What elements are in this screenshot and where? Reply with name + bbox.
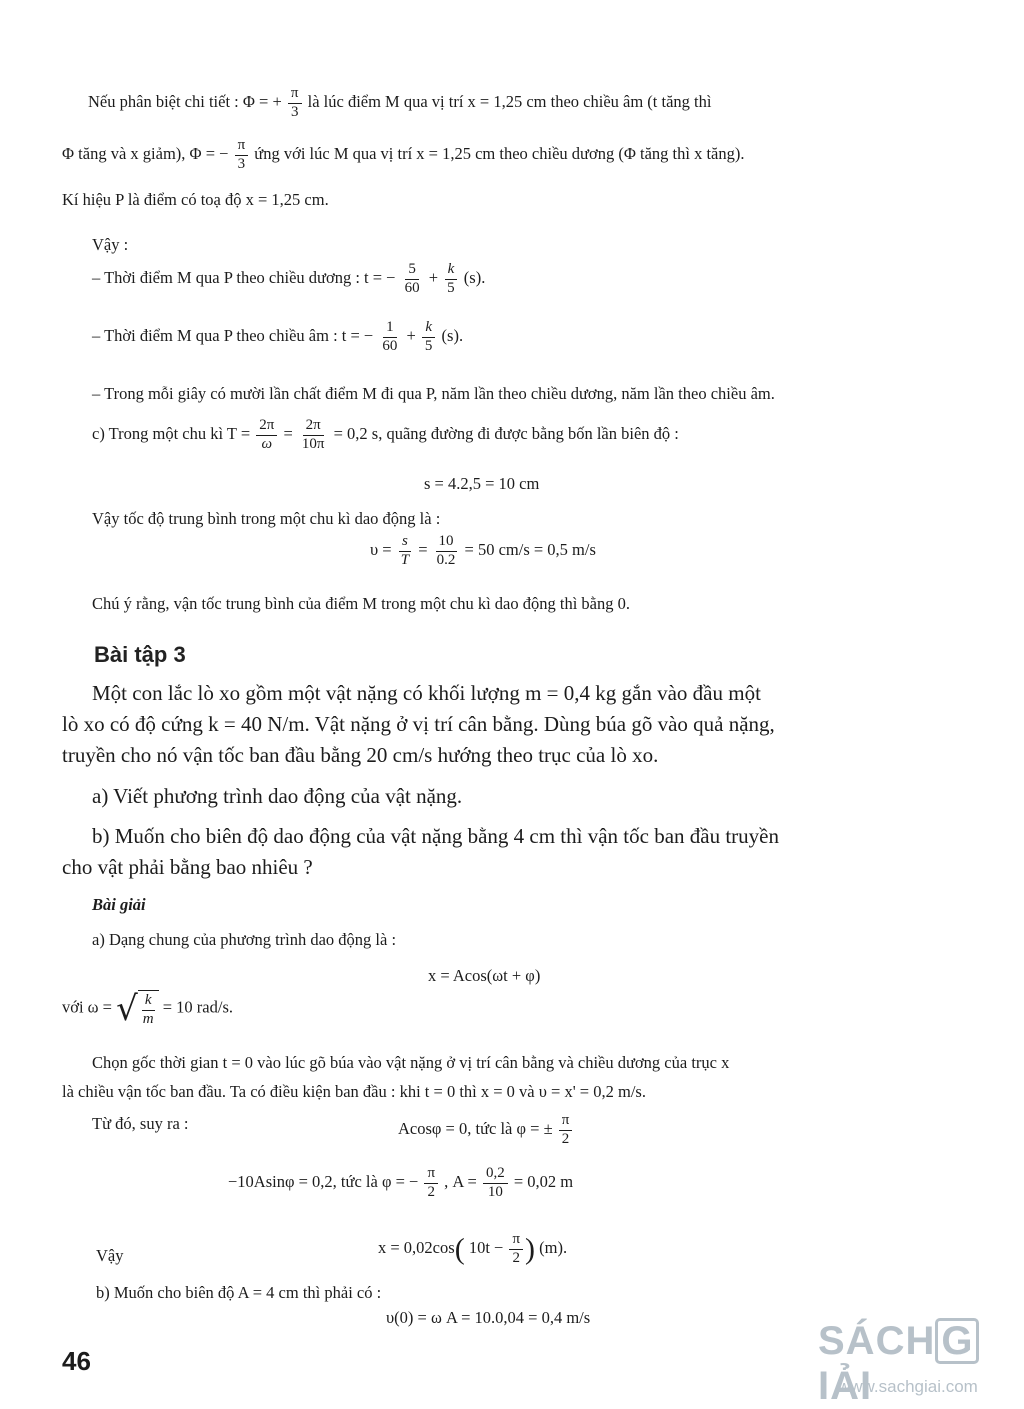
text-line: là chiều vận tốc ban đầu. Ta có điều kiện ban đầu : khi t = 0 thì x = 0 và υ = x' = 0,2 m/s. — [62, 1082, 646, 1101]
text-line: Kí hiệu P là điểm có toạ độ x = 1,25 cm. — [62, 190, 329, 209]
text: (s). — [441, 326, 464, 346]
solution-heading: Bài giải — [92, 895, 146, 914]
fraction — [434, 534, 459, 569]
numerator: π — [424, 1166, 438, 1184]
denominator: 0.2 — [436, 551, 456, 568]
numerator: s — [399, 534, 411, 552]
text-line — [62, 990, 233, 1028]
denominator: 60 — [404, 279, 420, 296]
exercise-heading: Bài tập 3 — [94, 642, 186, 667]
text: −10Asinφ = 0,2, tức là φ = − — [228, 1172, 419, 1192]
equation — [370, 534, 596, 569]
text: ứng với lúc M qua vị trí x = 1,25 cm theo chiều dương (Φ tăng thì x tăng). — [254, 144, 745, 164]
equation: x = Acos(ωt + φ) — [428, 966, 541, 985]
denominator: 2 — [427, 1183, 435, 1200]
text-line — [88, 86, 711, 121]
fraction — [424, 1166, 438, 1201]
numerator: 1 — [383, 320, 397, 338]
text: – Thời điểm M qua P theo chiều âm : t = − — [92, 326, 374, 346]
text-line: b) Muốn cho biên độ dao động của vật nặng bằng 4 cm thì vận tốc ban đầu truyền — [92, 824, 779, 848]
denominator: ω — [261, 435, 273, 452]
numerator: 10 — [436, 534, 457, 552]
text-line: cho vật phải bằng bao nhiêu ? — [62, 855, 313, 879]
text-line — [92, 418, 679, 453]
numerator: k — [142, 993, 155, 1011]
equation — [378, 1232, 567, 1267]
logo-text: IẢI — [818, 1364, 873, 1408]
numerator: π — [509, 1232, 523, 1250]
denominator: T — [400, 551, 410, 568]
text: với ω = — [62, 997, 112, 1017]
text-line: – Trong mỗi giây có mười lần chất điểm M đi qua P, năm lần theo chiều dương, năm lần theo chiều âm. — [92, 384, 775, 403]
equation: υ(0) = ω A = 10.0,04 = 0,4 m/s — [386, 1308, 591, 1327]
text: là lúc điểm M qua vị trí x = 1,25 cm theo chiều âm (t tăng thì — [307, 92, 712, 112]
text-line: Từ đó, suy ra : — [92, 1114, 189, 1133]
text: + — [428, 268, 439, 288]
fraction — [256, 418, 277, 453]
denominator: 2 — [561, 1130, 570, 1147]
radicand — [138, 990, 159, 1028]
text: c) Trong một chu kì T = — [92, 424, 251, 444]
text: Φ tăng và x giảm), Φ = − — [62, 144, 229, 164]
fraction — [299, 418, 328, 453]
text: = 50 cm/s = 0,5 m/s — [464, 540, 596, 560]
equation: s = 4.2,5 = 10 cm — [424, 474, 540, 493]
numerator: π — [559, 1113, 573, 1131]
logo-text: SÁCH — [818, 1319, 936, 1363]
text-line: a) Dạng chung của phương trình dao động là : — [92, 930, 397, 949]
denominator: 10 — [487, 1183, 503, 1200]
numerator: 5 — [405, 262, 419, 280]
denominator: 3 — [237, 155, 246, 172]
equation — [398, 1113, 574, 1148]
watermark-url: www.sachgiai.com — [838, 1377, 978, 1396]
text-line — [92, 320, 463, 355]
fraction — [444, 262, 458, 297]
text-line: Chú ý rằng, vận tốc trung bình của điểm M trong một chu kì dao động thì bằng 0. — [92, 594, 630, 613]
text: – Thời điểm M qua P theo chiều dương : t = − — [92, 268, 396, 288]
text: , A = — [444, 1172, 477, 1192]
numerator: π — [235, 138, 249, 156]
numerator: 0,2 — [483, 1166, 508, 1184]
text: Acosφ = 0, tức là φ = ± — [398, 1119, 553, 1139]
text: = 0,2 s, quãng đường đi được bằng bốn lần biên độ : — [333, 424, 679, 444]
numerator: 2π — [256, 418, 277, 436]
text: x = 0,02cos — [378, 1238, 455, 1258]
numerator: k — [422, 320, 435, 338]
fraction — [422, 320, 436, 355]
denominator: 5 — [447, 279, 455, 296]
text-line: Vậy — [96, 1246, 124, 1265]
text: = — [418, 540, 428, 560]
text: = 0,02 m — [513, 1172, 574, 1192]
numerator: π — [288, 86, 302, 104]
text: (s). — [463, 268, 486, 288]
text-line: truyền cho nó vận tốc ban đầu bằng 20 cm/s hướng theo trục của lò xo. — [62, 743, 659, 767]
page-number: 46 — [62, 1346, 91, 1376]
numerator: k — [445, 262, 458, 280]
denominator: 5 — [424, 337, 433, 354]
text-line: Vậy tốc độ trung bình trong một chu kì dao động là : — [92, 509, 441, 528]
denominator: 2 — [512, 1249, 520, 1266]
right-parenthesis: ) — [525, 1232, 536, 1266]
denominator: 60 — [382, 337, 398, 354]
text-line: a) Viết phương trình dao động của vật nặng. — [92, 784, 463, 808]
text-line — [92, 262, 485, 297]
text: (m). — [539, 1238, 568, 1258]
fraction — [483, 1166, 508, 1201]
text: Nếu phân biệt chi tiết : Φ = + — [88, 92, 282, 112]
fraction — [140, 993, 157, 1028]
text-line: lò xo có độ cứng k = 40 N/m. Vật nặng ở vị trí cân bằng. Dùng búa gõ vào quả nặng, — [62, 712, 775, 736]
text-line: Một con lắc lò xo gồm một vật nặng có khối lượng m = 0,4 kg gắn vào đầu một — [92, 681, 761, 705]
fraction — [288, 86, 302, 121]
fraction — [559, 1113, 573, 1148]
text: + — [406, 326, 416, 346]
denominator: 3 — [290, 103, 299, 120]
text-line: b) Muốn cho biên độ A = 4 cm thì phải có : — [96, 1283, 382, 1302]
fraction — [398, 534, 412, 569]
denominator: m — [142, 1010, 154, 1027]
text: = — [283, 424, 293, 444]
square-root — [116, 990, 159, 1028]
left-parenthesis: ( — [454, 1232, 465, 1266]
equation — [228, 1166, 573, 1201]
logo-box-letter: G — [935, 1318, 979, 1364]
text-line: Chọn gốc thời gian t = 0 vào lúc gõ búa vào vật nặng ở vị trí cân bằng và chiều dương của trục x — [92, 1053, 730, 1072]
fraction — [402, 262, 423, 297]
fraction — [379, 320, 400, 355]
text: 10t − — [468, 1238, 504, 1258]
text-line — [62, 138, 745, 173]
fraction — [235, 138, 249, 173]
fraction — [509, 1232, 523, 1267]
denominator: 10π — [301, 435, 325, 452]
text: = 10 rad/s. — [162, 997, 234, 1017]
text: υ = — [370, 540, 392, 560]
radical-sign: √ — [116, 988, 138, 1029]
numerator: 2π — [303, 418, 324, 436]
text-line: Vậy : — [92, 235, 129, 254]
